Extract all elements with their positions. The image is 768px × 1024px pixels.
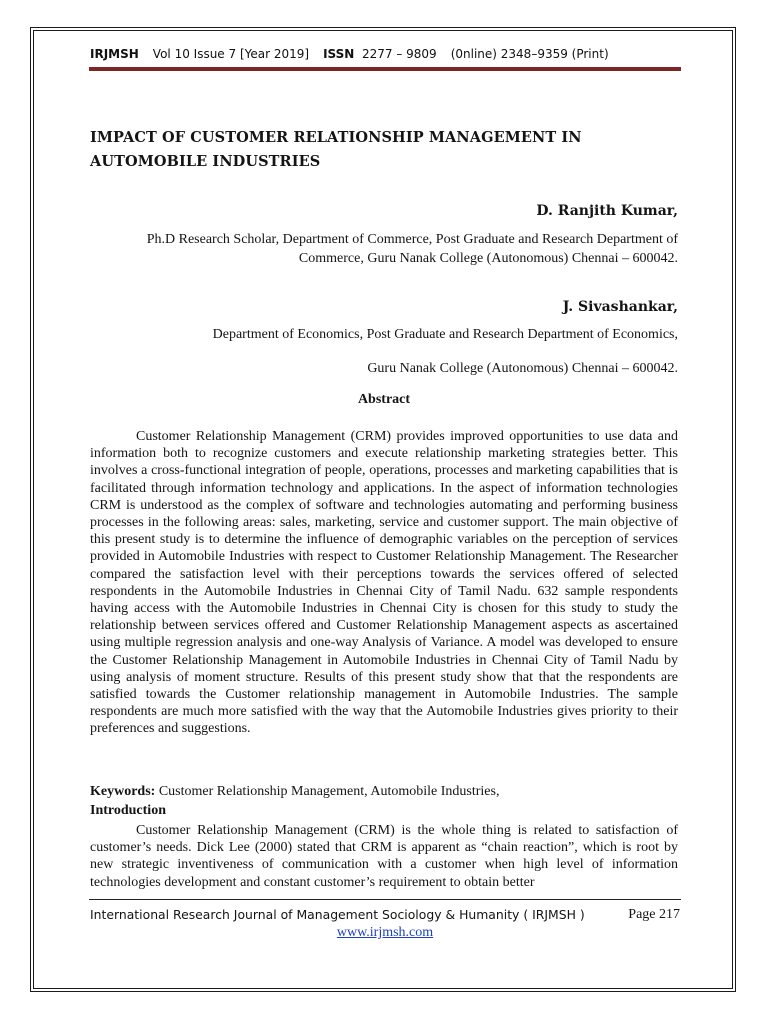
- keywords-label: Keywords:: [90, 784, 156, 799]
- issn-value: 2277 – 9809: [361, 47, 437, 61]
- author-2-affiliation-line1: Department of Economics, Post Graduate and Research Department of Economics,: [212, 327, 678, 342]
- issn-extra: (0nline) 2348–9359 (Print): [450, 47, 609, 61]
- author-1-name: D. Ranjith Kumar,: [536, 203, 678, 219]
- abstract-text: Customer Relationship Management (CRM) provides improved opportunities to use data and information both to recognize customers and execute relationship marketing strategies better. This involves a cross-functional integration of people, operations, processes and marketing capabilities that is facilitated through information technology and applications. In the aspect of information technologies CRM is understood as the complex of software and technologies automating and performing business processes in the following areas: sales, marketing, service and customer support. The main objective of this present study is to determine the influence of demographic variables on the perception of services provided in Automobile Industries with respect to Customer Relationship Management. The Researcher compared the satisfaction level with their perceptions towards the services offered of selected respondents in the Automobile Industries in Chennai City of Tamil Nadu. 632 sample respondents having access with the Automobile Industries in Chennai City is chosen for this study to study the relationship between services offered and Customer Relationship Management aspects as ascertained using multiple regression analysis and one-way Analysis of Variance. A model was developed to ensure the Customer Relationship Management in Automobile Industries in Chennai City of Tamil Nadu by using analysis of moment structure. Results of this present study show that that the respondents are satisfied towards the Customer relationship management in Automobile Industries. The sample respondents are much more satisfied with the way that the Automobile Industries gives priority to their preferences and suggestions.: [90, 429, 678, 737]
- author-1-affiliation-line1: Ph.D Research Scholar, Department of Commerce, Post Graduate and Research Department of: [146, 232, 678, 247]
- author-1-affiliation-line2: Commerce, Guru Nanak College (Autonomous) Chennai – 600042.: [298, 251, 678, 266]
- paper-title: IMPACT OF CUSTOMER RELATIONSHIP MANAGEMENT IN AUTOMOBILE INDUSTRIES: [90, 129, 582, 170]
- issn-label: ISSN: [323, 47, 355, 61]
- author-2-affiliation-line2: Guru Nanak College (Autonomous) Chennai – 600042.: [367, 361, 678, 376]
- header-rule: [89, 67, 681, 71]
- footer-rule: [89, 899, 681, 900]
- running-footer: [90, 907, 680, 922]
- abstract-heading: Abstract: [357, 392, 411, 407]
- page-number: Page 217: [628, 907, 680, 922]
- author-2-name: J. Sivashankar,: [562, 299, 678, 315]
- keywords-text: Customer Relationship Management, Automobile Industries,: [158, 784, 500, 799]
- introduction-text: Customer Relationship Management (CRM) is the whole thing is related to satisfaction of customer’s needs. Dick Lee (2000) stated that CRM is apparent as “chain reaction”, which is root by new strategic inventiveness of communication with a customer when high level of information technologies development and constant customer’s requirement to obtain better: [90, 823, 678, 890]
- introduction-heading: Introduction: [90, 803, 166, 818]
- volume-info: Vol 10 Issue 7 [Year 2019]: [152, 47, 310, 61]
- footer-website-link[interactable]: www.irjmsh.com: [336, 925, 434, 940]
- running-header: [90, 47, 690, 61]
- keywords-line: [90, 784, 678, 800]
- footer-journal-name: International Research Journal of Management Sociology & Humanity ( IRJMSH ): [90, 907, 585, 922]
- journal-abbreviation: IRJMSH: [90, 47, 139, 61]
